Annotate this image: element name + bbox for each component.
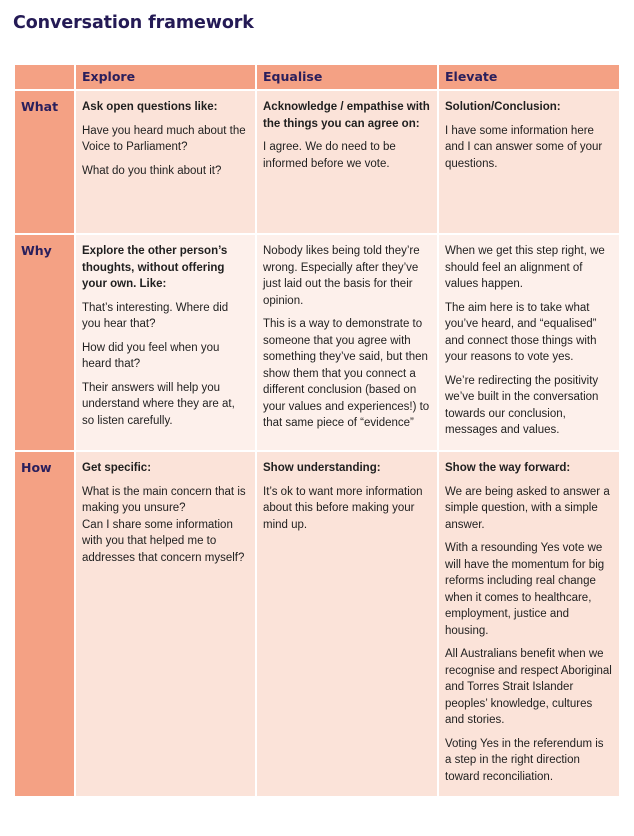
cell-how-explore xyxy=(75,451,256,797)
row-label-why: Why xyxy=(14,234,75,451)
cell-heading: Get specific: xyxy=(82,462,152,474)
cell-paragraph: This is a way to demonstrate to someone that you agree with something they’ve said, but then show them that you connect a different conclusion (based on your values and experiences!) to that same piece of “evidence” xyxy=(263,318,430,429)
table-row-how xyxy=(14,451,620,797)
cell-heading: Show understanding: xyxy=(263,462,381,474)
row-label-how: How xyxy=(14,451,75,797)
cell-paragraph: We’re redirecting the positivity we’ve built in the conversation towards our conclusion, messages and values. xyxy=(445,374,599,436)
cell-paragraph: The aim here is to take what you’ve heard, and “equalised” and connect those things with your reasons to vote yes. xyxy=(445,301,597,363)
conversation-framework-table xyxy=(13,63,621,798)
cell-heading: Ask open questions like: xyxy=(82,101,218,113)
table-row-why xyxy=(14,234,620,451)
cell-paragraph: That’s interesting. Where did you hear that? xyxy=(82,301,229,330)
cell-what-elevate xyxy=(438,90,620,234)
cell-paragraph: What do you think about it? xyxy=(82,164,222,177)
cell-heading: Explore the other person’s thoughts, without offering your own. Like: xyxy=(82,245,228,290)
cell-paragraph: Have you heard much about the Voice to Parliament? xyxy=(82,124,246,153)
header-row xyxy=(14,64,620,90)
cell-what-explore xyxy=(75,90,256,234)
cell-paragraph: It’s ok to want more information about this before making your mind up. xyxy=(263,485,423,531)
cell-how-equalise xyxy=(256,451,438,797)
table-row-what xyxy=(14,90,620,234)
cell-paragraph: Can I share some information with you that helped me to addresses that concern myself? xyxy=(82,518,245,564)
cell-what-equalise xyxy=(256,90,438,234)
cell-paragraph: Their answers will help you understand where they are at, so listen carefully. xyxy=(82,381,235,427)
corner-header-cell xyxy=(14,64,75,90)
cell-paragraph: I have some information here and I can answer some of your questions. xyxy=(445,124,603,170)
cell-paragraph: We are being asked to answer a simple question, with a simple answer. xyxy=(445,485,610,531)
column-header-elevate: Elevate xyxy=(438,64,620,90)
cell-how-elevate xyxy=(438,451,620,797)
page-title: Conversation framework xyxy=(13,13,254,33)
cell-paragraph: Nobody likes being told they’re wrong. Especially after they’ve just laid out the basis for their opinion. xyxy=(263,245,420,307)
cell-why-explore xyxy=(75,234,256,451)
cell-paragraph: All Australians benefit when we recognise and respect Aboriginal and Torres Strait Islander peoples’ knowledge, cultures and stories. xyxy=(445,648,612,726)
cell-paragraph: With a resounding Yes vote we will have the momentum for big reforms including real change when it comes to healthcare, employment, justice and housing. xyxy=(445,542,605,637)
cell-paragraph: What is the main concern that is making you unsure? xyxy=(82,485,246,514)
cell-paragraph: Voting Yes in the referendum is a step in the right direction toward reconciliation. xyxy=(445,737,604,783)
cell-why-elevate xyxy=(438,234,620,451)
cell-paragraph: When we get this step right, we should feel an alignment of values happen. xyxy=(445,245,605,290)
cell-why-equalise xyxy=(256,234,438,451)
column-header-equalise: Equalise xyxy=(256,64,438,90)
row-label-what: What xyxy=(14,90,75,234)
cell-heading: Show the way forward: xyxy=(445,462,571,474)
cell-paragraph: I agree. We do need to be informed before we vote. xyxy=(263,141,396,170)
cell-heading: Solution/Conclusion: xyxy=(445,101,561,113)
cell-paragraph: How did you feel when you heard that? xyxy=(82,341,220,370)
column-header-explore: Explore xyxy=(75,64,256,90)
cell-heading: Acknowledge / empathise with the things you can agree on: xyxy=(263,101,430,130)
